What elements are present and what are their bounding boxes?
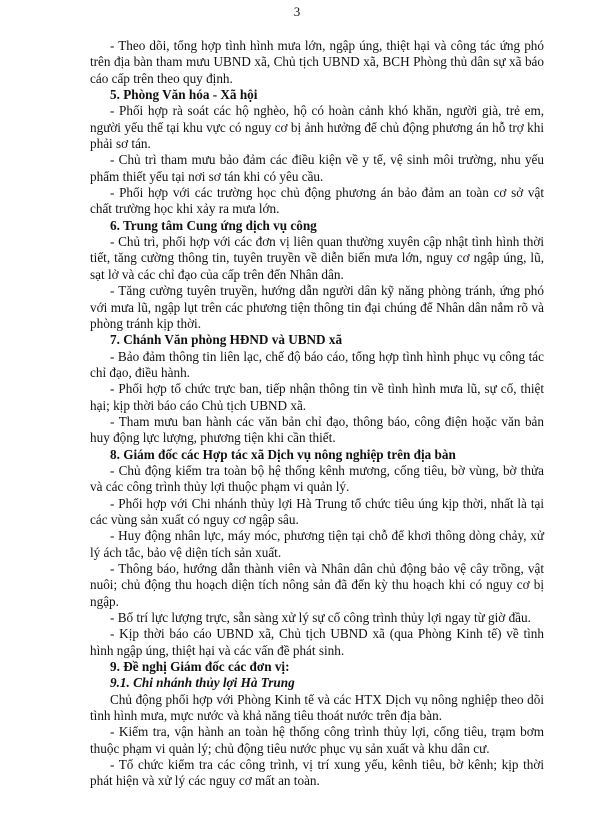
- body-paragraph: - Tham mưu ban hành các văn bản chỉ đạo, thông báo, công điện hoặc văn bản huy động lực lượng, phương tiện khi cần thiết.: [90, 413, 544, 446]
- body-paragraph: - Huy động nhân lực, máy móc, phương tiện tại chỗ để khơi thông dòng chảy, xử lý ách tắc, bảo vệ diện tích sản xuất.: [90, 528, 544, 560]
- page-number: 3: [293, 4, 301, 19]
- body-paragraph: - Phối hợp tổ chức trực ban, tiếp nhận thông tin về tình hình mưa lũ, sự cố, thiệt hại; kịp thời báo cáo Chủ tịch UBND xã.: [90, 381, 544, 413]
- body-paragraph: - Tăng cường tuyên truyền, hướng dẫn người dân kỹ năng phòng tránh, ứng phó với mưa lũ, ngập lụt trên các phương tiện thông tin đại chúng để Nhân dân nắm rõ và phòng tránh kịp thời.: [90, 283, 544, 331]
- body-paragraph: - Theo dõi, tổng hợp tình hình mưa lớn, ngập úng, thiệt hại và công tác ứng phó trên địa bàn tham mưu UBND xã, Chủ tịch UBND xã, BCH Phòng thủ dân sự xã báo cáo cấp trên theo quy định.: [90, 38, 544, 86]
- section-heading: 8. Giám đốc các Hợp tác xã Dịch vụ nông nghiệp trên địa bàn: [110, 446, 456, 462]
- section-heading: 6. Trung tâm Cung ứng dịch vụ công: [110, 217, 317, 233]
- body-paragraph: - Phối hợp rà soát các hộ nghèo, hộ có hoàn cảnh khó khăn, người già, trẻ em, người yếu thế tại khu vực có nguy cơ bị ảnh hưởng để chủ động phương án hỗ trợ khi phải sơ tán.: [90, 103, 544, 152]
- body-paragraph: - Chủ trì, phối hợp với các đơn vị liên quan thường xuyên cập nhật tình hình thời tiết, tăng cường thông tin, tuyên truyền về diễn biến mưa lớn, nguy cơ ngập úng, lũ, sạt lở và các chỉ đạo của cấp trên đến Nhân dân.: [90, 234, 544, 282]
- body-paragraph: - Bảo đảm thông tin liên lạc, chế độ báo cáo, tổng hợp tình hình phục vụ công tác chỉ đạo, điều hành.: [90, 348, 544, 380]
- body-paragraph: - Bố trí lực lượng trực, sẵn sàng xử lý sự cố công trình thủy lợi ngay từ giờ đầu.: [110, 610, 531, 626]
- body-paragraph: - Chủ trì tham mưu bảo đảm các điều kiện về y tế, vệ sinh môi trường, nhu yếu phẩm thiết yếu tại nơi sơ tán khi có yêu cầu.: [90, 152, 544, 184]
- body-paragraph: - Kịp thời báo cáo UBND xã, Chủ tịch UBND xã (qua Phòng Kinh tế) về tình hình ngập úng, thiệt hại và các vấn đề phát sinh.: [90, 626, 544, 658]
- body-paragraph: - Tổ chức kiểm tra các công trình, vị trí xung yếu, kênh tiêu, bờ kênh; kịp thời phát hiện và xử lý các nguy cơ mất an toàn.: [90, 757, 544, 789]
- body-paragraph: - Chủ động kiểm tra toàn bộ hệ thống kênh mương, cống tiêu, bờ vùng, bờ thửa và các công trình thủy lợi thuộc phạm vi quản lý.: [90, 462, 544, 495]
- document-body: [90, 38, 544, 790]
- section-heading: 9. Đề nghị Giám đốc các đơn vị:: [110, 659, 290, 675]
- section-heading: 5. Phòng Văn hóa - Xã hội: [110, 87, 258, 103]
- section-heading: 7. Chánh Văn phòng HĐND và UBND xã: [110, 332, 343, 348]
- body-paragraph: Chủ động phối hợp với Phòng Kinh tế và các HTX Dịch vụ nông nghiệp theo dõi tình hình mưa, mực nước và khả năng tiêu thoát nước trên địa bàn.: [90, 691, 544, 724]
- subsection-heading: 9.1. Chi nhánh thủy lợi Hà Trung: [110, 675, 295, 691]
- body-paragraph: - Phối hợp với Chi nhánh thủy lợi Hà Trung tổ chức tiêu úng kịp thời, nhất là tại các vùng sản xuất có nguy cơ ngập sâu.: [90, 495, 544, 527]
- body-paragraph: - Phối hợp với các trường học chủ động phương án bảo đảm an toàn cơ sở vật chất trường học khi xảy ra mưa lớn.: [90, 185, 544, 217]
- body-paragraph: - Thông báo, hướng dẫn thành viên và Nhân dân chủ động bảo vệ cây trồng, vật nuôi; chủ động thu hoạch diện tích nông sản đã đến kỳ thu hoạch khi có nguy cơ bị ngập.: [90, 561, 544, 609]
- body-paragraph: - Kiểm tra, vận hành an toàn hệ thống công trình thủy lợi, cống tiêu, trạm bơm thuộc phạm vi quản lý; chủ động tiêu nước phục vụ sản xuất và khu dân cư.: [90, 724, 544, 756]
